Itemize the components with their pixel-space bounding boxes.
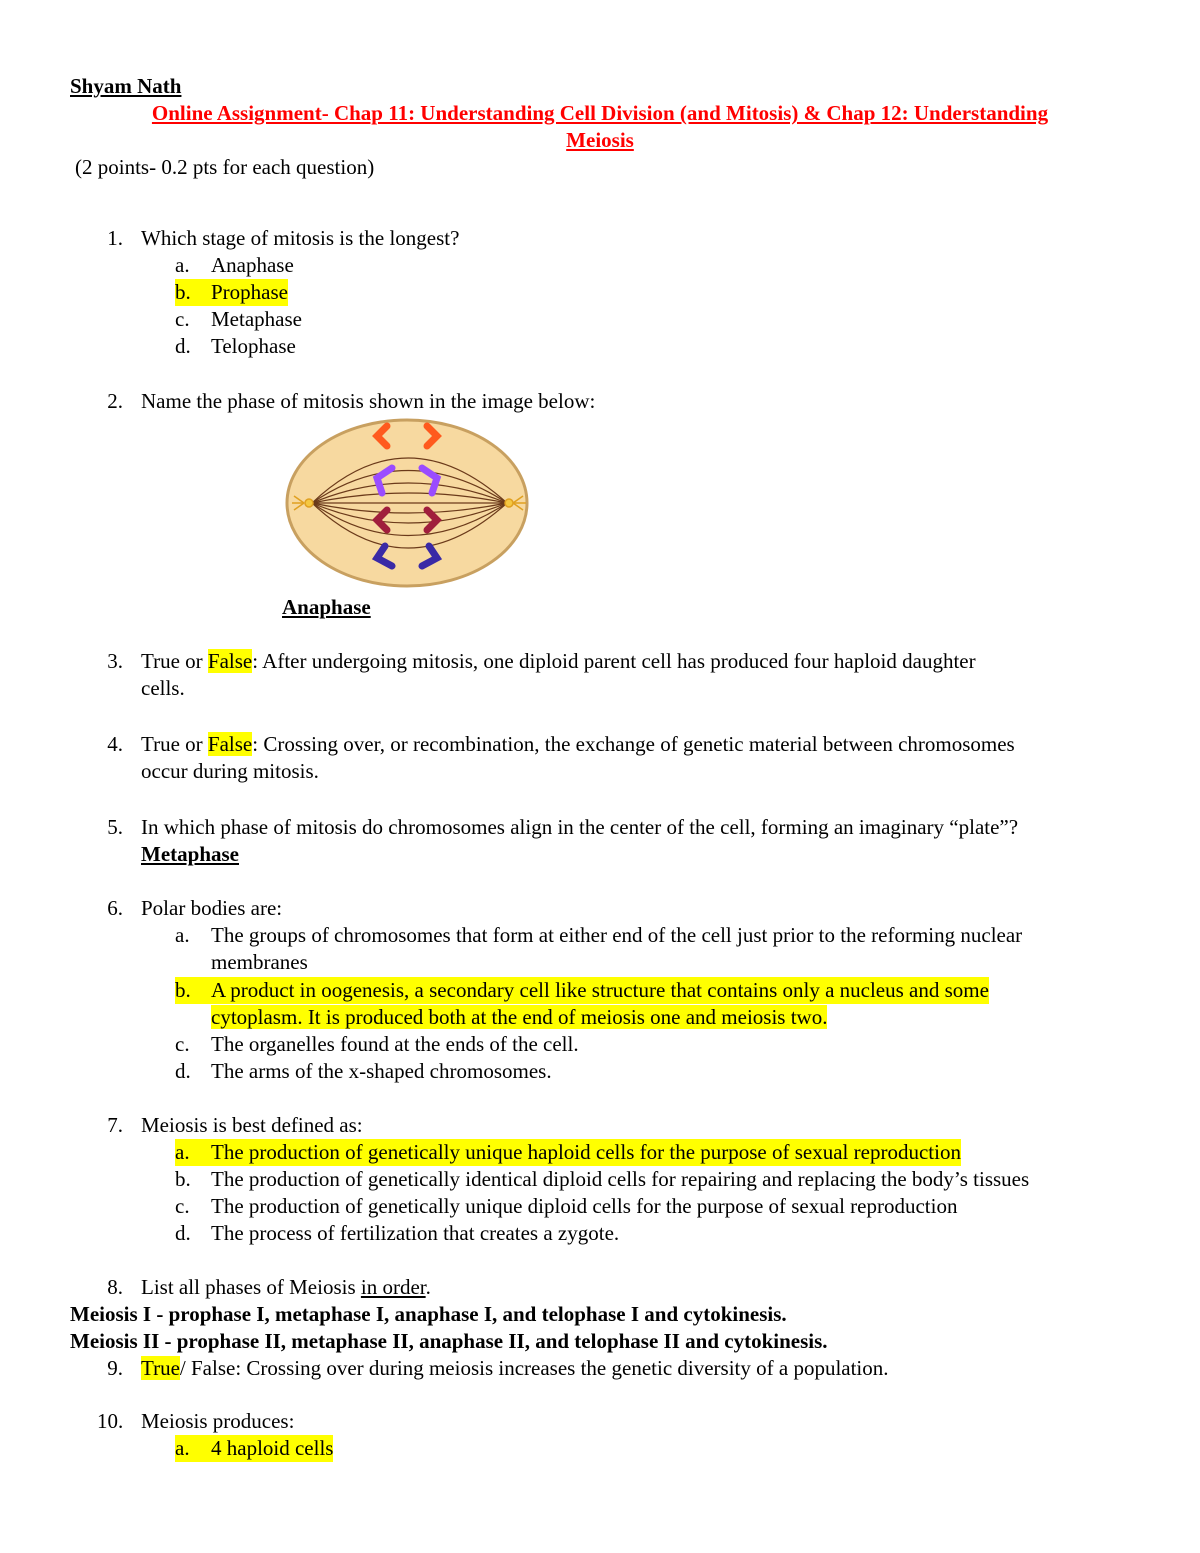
q6-option-a-line2: membranes [211,950,308,974]
q6-option-b-line2: cytoplasm. It is produced both at the end of meiosis one and meiosis two. [211,1005,828,1029]
question-text: Polar bodies are: [141,896,283,920]
answer-highlight: False [207,732,253,756]
q5-answer: Metaphase [141,842,239,866]
question-text: In which phase of mitosis do chromosomes align in the center of the cell, forming an imaginary “plate”? [141,815,1019,839]
points-note: (2 points- 0.2 pts for each question) [75,155,375,179]
question-number: 4. [107,732,123,756]
q2-answer: Anaphase [282,595,371,619]
answer-highlight: False [207,649,253,673]
q8-answer-meiosis-1: Meiosis I - prophase I, metaphase I, anaphase I, and telophase I and cytokinesis. [70,1302,787,1326]
question-number: 8. [107,1275,123,1299]
assignment-title-line1: Online Assignment- Chap 11: Understanding Cell Division (and Mitosis) & Chap 12: Understanding [151,101,1049,125]
question-3-line2: cells. [141,676,185,700]
question-number: 6. [107,896,123,920]
question-4-line2: occur during mitosis. [141,759,319,783]
question-text: Meiosis produces: [141,1409,295,1433]
answer-highlight: True [141,1356,180,1380]
question-number: 3. [107,649,123,673]
student-name: Shyam Nath [70,74,182,98]
question-text: Name the phase of mitosis shown in the image below: [141,389,596,413]
question-number: 2. [107,389,123,413]
assignment-title-line2: Meiosis [566,128,634,152]
question-number: 9. [107,1356,123,1380]
question-text: Which stage of mitosis is the longest? [141,226,460,250]
question-number: 7. [107,1113,123,1137]
question-number: 5. [107,815,123,839]
question-text: Meiosis is best defined as: [141,1113,363,1137]
anaphase-cell-diagram [282,418,538,592]
document-page: Shyam Nath Online Assignment- Chap 11: Understanding Cell Division (and Mitosis) & Chap 12: Understanding Meiosis (2 points- 0.2 pts for each question) 1. Which stage of mitosis is the longest? a. Anaphase b. Prophase c. Metaphase d. Telophase 2. Name the phase of mitosis shown in the image below: Anaphase 3. True or False: After undergoing mitosis, one diploid parent cell has produced four haploid daughter cells. 4. True or False: Crossing over, or recombination, the exchange of genetic material between chromosomes occur during mitosis. 5. In which phase of mitosis do chromosomes align in the center of the cell, forming an imaginary “plate”? Metaphase 6. Polar bodies are: a. The groups of chromosomes that form at either end of the cell just prior to the reforming nuclear membranes b. A product in oogenesis, a secondary cell like structure that contains only a nucleus and some cytoplasm. It is produced both at the end of meiosis one and meiosis two. c. The organelles found at the ends of the cell. d. The arms of the x-shaped chromosomes. 7. Meiosis is best defined as: a. The production of genetically unique haploid cells for the purpose of sexual reproduction b. The production of genetically identical diploid cells for repairing and replacing the body’s tissues c. The production of genetically unique diploid cells for the purpose of sexual reproduction d. The process of fertilization that creates a zygote. 8. List all phases of Meiosis in order. Meiosis I - prophase I, metaphase I, anaphase I, and telophase I and cytokinesis. Meiosis II - prophase II, metaphase II, anaphase II, and telophase II and cytokinesis. 9. True/ False: Crossing over during meiosis increases the genetic diversity of a population. 10. Meiosis produces: a. 4 haploid cells [0,0,1200,1553]
question-number: 10. [97,1409,124,1433]
q8-answer-meiosis-2: Meiosis II - prophase II, metaphase II, anaphase II, and telophase II and cytokinesis. [70,1329,828,1353]
question-number: 1. [107,226,123,250]
